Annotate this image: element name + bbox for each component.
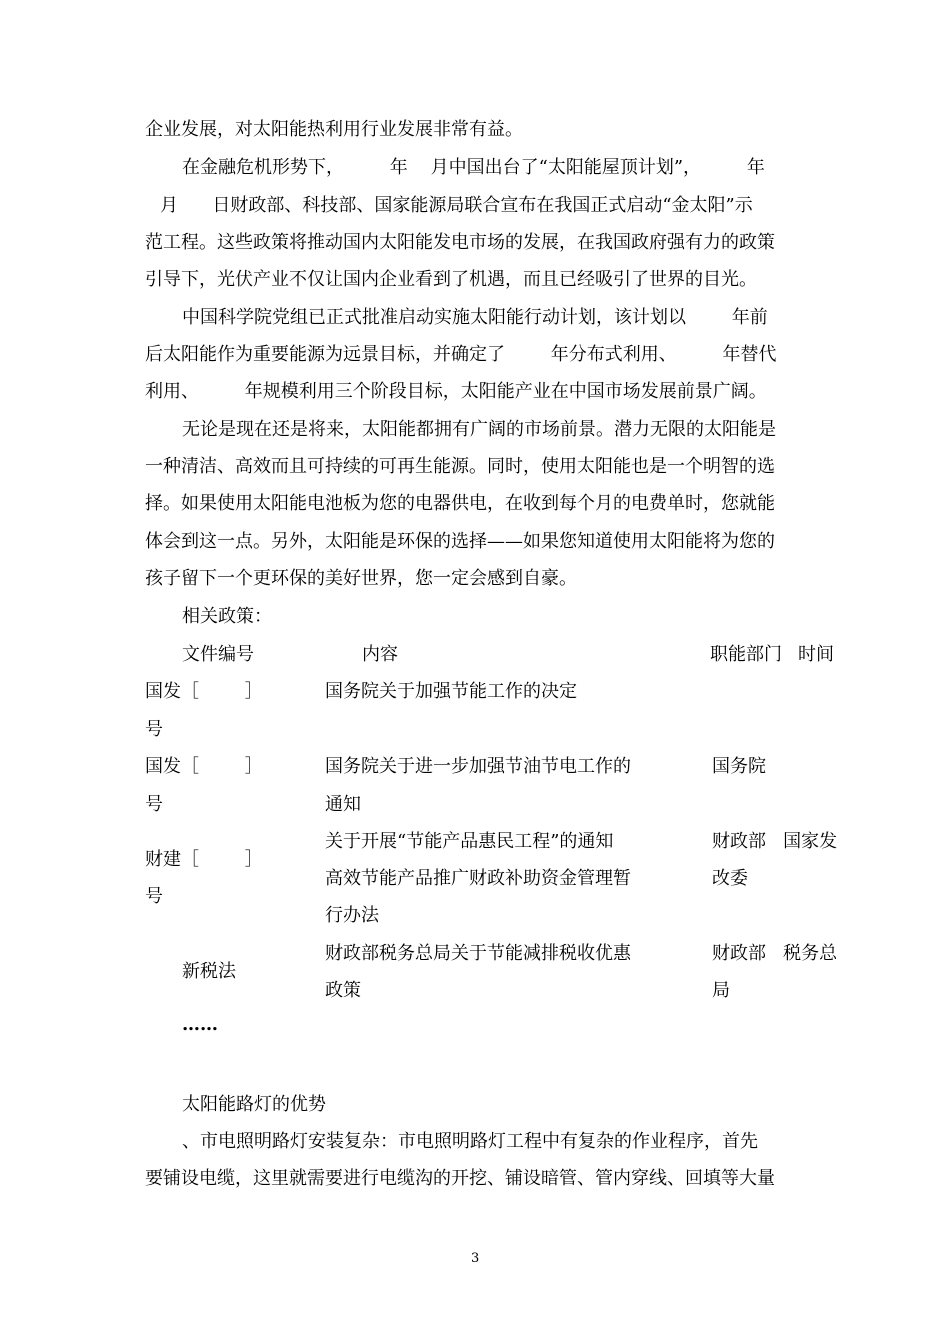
row-dept: 局	[712, 980, 730, 1001]
row-code: 号	[145, 886, 163, 907]
table-header-dept: 职能部门	[710, 644, 782, 665]
table-header-content: 内容	[362, 644, 398, 665]
text-line: 无论是现在还是将来，太阳能都拥有广阔的市场前景。潜力无限的太阳能是	[182, 419, 776, 440]
section-heading: 太阳能路灯的优势	[182, 1094, 326, 1115]
row-code: 号	[145, 794, 163, 815]
row-content: 政策	[325, 980, 361, 1001]
row-content: 国务院关于加强节能工作的决定	[325, 681, 577, 702]
row-dept: 改委	[712, 868, 748, 889]
row-code: 国发［ ］	[145, 681, 263, 702]
text-line: 利用、 年规模利用三个阶段目标，太阳能产业在中国市场发展前景广阔。	[145, 381, 767, 402]
text-line: 在金融危机形势下， 年 月中国出台了“太阳能屋顶计划”， 年	[182, 157, 765, 178]
text-line: 月 日财政部、科技部、国家能源局联合宣布在我国正式启动“金太阳”示	[160, 195, 753, 216]
text-line: 择。如果使用太阳能电池板为您的电器供电，在收到每个月的电费单时，您就能	[145, 493, 775, 514]
row-content: 国务院关于进一步加强节油节电工作的	[325, 756, 631, 777]
text-line: 体会到这一点。另外，太阳能是环保的选择——如果您知道使用太阳能将为您的	[145, 531, 775, 552]
text-line: 范工程。这些政策将推动国内太阳能发电市场的发展，在我国政府强有力的政策	[145, 232, 775, 253]
row-code: 号	[145, 719, 163, 740]
row-dept: 国务院	[712, 756, 766, 777]
text-line: 一种清洁、高效而且可持续的可再生能源。同时，使用太阳能也是一个明智的选	[145, 456, 775, 477]
text-line: 引导下，光伏产业不仅让国内企业看到了机遇，而且已经吸引了世界的目光。	[145, 269, 757, 290]
row-code: 国发［ ］	[145, 756, 263, 777]
policy-heading: 相关政策：	[182, 606, 272, 627]
table-ellipsis: ……	[182, 1014, 218, 1035]
text-line: 、市电照明路灯安装复杂：市电照明路灯工程中有复杂的作业程序，首先	[182, 1131, 758, 1152]
table-header-code: 文件编号	[182, 644, 254, 665]
text-line: 孩子留下一个更环保的美好世界，您一定会感到自豪。	[145, 568, 577, 589]
row-code: 新税法	[182, 961, 236, 982]
row-dept: 财政部 税务总	[712, 943, 838, 964]
row-content: 行办法	[325, 905, 379, 926]
row-dept: 财政部 国家发	[712, 831, 838, 852]
row-content: 关于开展“节能产品惠民工程”的通知	[325, 831, 614, 852]
page-number: 3	[471, 1251, 480, 1266]
text-line: 中国科学院党组已正式批准启动实施太阳能行动计划，该计划以 年前	[182, 307, 768, 328]
text-line: 后太阳能作为重要能源为远景目标，并确定了 年分布式利用、 年替代	[145, 344, 777, 365]
row-content: 财政部税务总局关于节能减排税收优惠	[325, 943, 631, 964]
table-header-time: 时间	[798, 644, 834, 665]
text-line: 企业发展，对太阳能热利用行业发展非常有益。	[145, 119, 523, 140]
row-content: 高效节能产品推广财政补助资金管理暂	[325, 868, 631, 889]
row-content: 通知	[325, 794, 361, 815]
text-line: 要铺设电缆，这里就需要进行电缆沟的开挖、铺设暗管、管内穿线、回填等大量	[145, 1168, 775, 1189]
row-code: 财建［ ］	[145, 849, 263, 870]
